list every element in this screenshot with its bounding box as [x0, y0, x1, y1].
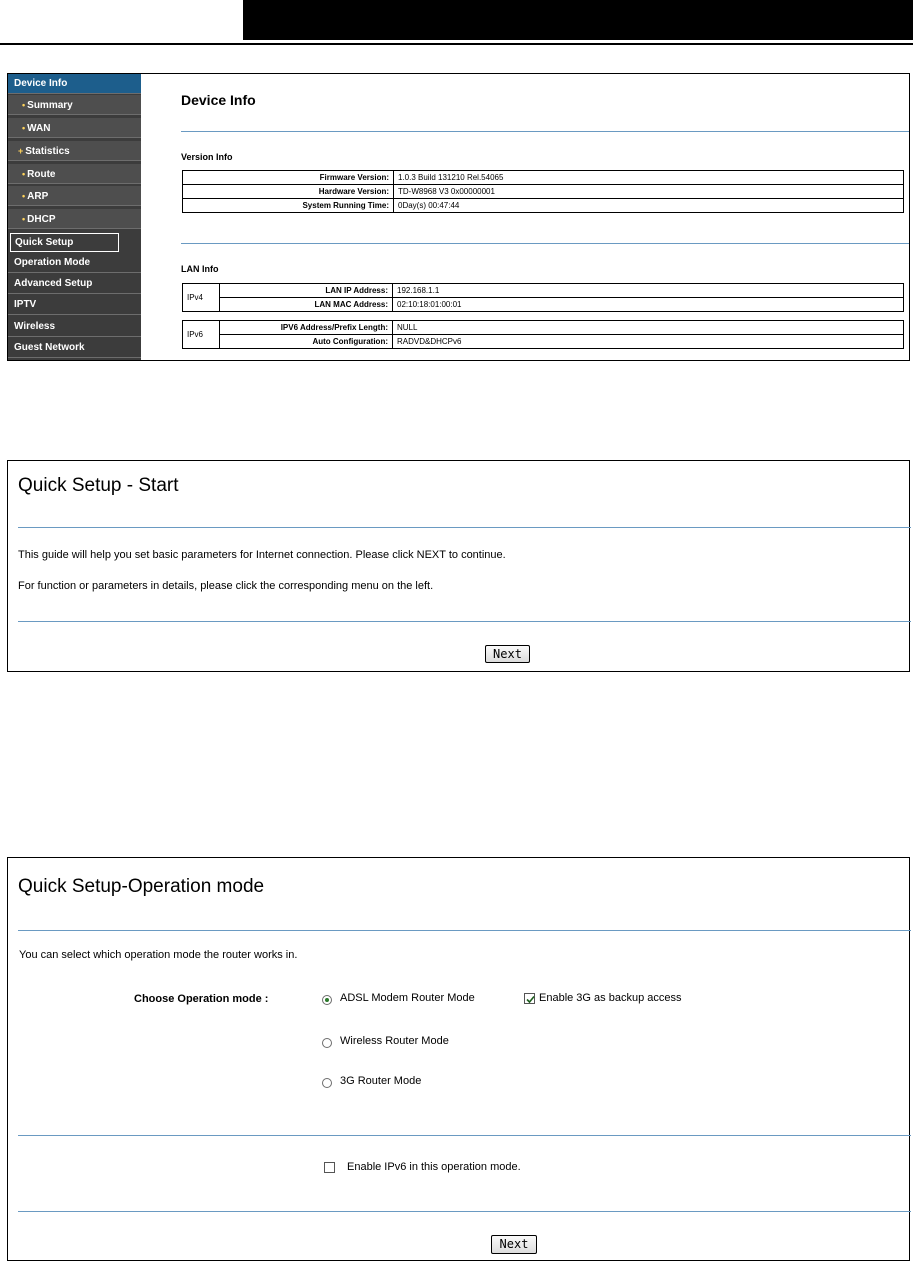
- device-info-screenshot: [7, 73, 910, 361]
- lan-mac-label: LAN MAC Address:: [220, 298, 393, 312]
- sidebar-item-device-info[interactable]: [8, 74, 141, 94]
- table-row: [183, 199, 904, 213]
- device-info-content: [141, 74, 909, 361]
- version-info-heading: Version Info: [181, 152, 233, 162]
- sidebar-item-wireless[interactable]: [8, 317, 141, 337]
- radio-dot-icon: [325, 998, 329, 1002]
- sidebar-item-label: Advanced Setup: [14, 278, 93, 289]
- divider: [18, 1211, 911, 1212]
- running-time-value: 0Day(s) 00:47:44: [394, 199, 904, 213]
- sidebar-item-label: Summary: [27, 100, 73, 111]
- lan-info-heading: LAN Info: [181, 264, 219, 274]
- sidebar-item-wan[interactable]: [8, 118, 141, 138]
- intro-text: You can select which operation mode the router works in.: [19, 949, 298, 961]
- ipv4-label: IPv4: [183, 284, 220, 312]
- divider: [18, 621, 911, 622]
- page-title: Quick Setup-Operation mode: [18, 876, 265, 897]
- sidebar-item-label: Quick Setup: [15, 237, 74, 248]
- sidebar-item-label: ARP: [27, 191, 49, 202]
- divider: [18, 930, 911, 931]
- lan-mac-value: 02:10:18:01:00:01: [393, 298, 904, 312]
- sidebar-item-summary[interactable]: [8, 95, 141, 115]
- table-row: [183, 335, 904, 349]
- adsl-mode-label: ADSL Modem Router Mode: [340, 992, 475, 1004]
- wireless-mode-label: Wireless Router Mode: [340, 1035, 449, 1047]
- sidebar-item-quick-setup[interactable]: [10, 233, 119, 252]
- sidebar-item-iptv[interactable]: [8, 295, 141, 315]
- sidebar-item-label: Device Info: [14, 78, 68, 89]
- choose-mode-label: Choose Operation mode :: [134, 993, 269, 1005]
- bullet-icon: •: [22, 214, 26, 224]
- ipv6-prefix-value: NULL: [393, 321, 904, 335]
- firmware-value: 1.0.3 Build 131210 Rel.54065: [394, 171, 904, 185]
- sidebar-item-statistics[interactable]: [8, 141, 141, 161]
- 3g-mode-label: 3G Router Mode: [340, 1075, 422, 1087]
- plus-icon: +: [18, 146, 24, 156]
- operation-mode-screenshot: [7, 857, 910, 1261]
- enable-ipv6-checkbox[interactable]: [324, 1162, 335, 1173]
- 3g-mode-radio[interactable]: [322, 1078, 332, 1088]
- sidebar-item-arp[interactable]: [8, 186, 141, 206]
- version-info-table: [182, 170, 904, 213]
- page-title: Device Info: [181, 92, 256, 108]
- sidebar-item-dhcp[interactable]: [8, 209, 141, 229]
- sidebar-item-label: WAN: [27, 123, 51, 134]
- sidebar-item-advanced-setup[interactable]: [8, 274, 141, 294]
- table-row: [183, 284, 904, 298]
- auto-config-value: RADVD&DHCPv6: [393, 335, 904, 349]
- table-row: [183, 321, 904, 335]
- intro-text: This guide will help you set basic parameters for Internet connection. Please click NEXT to continue.: [18, 549, 506, 561]
- next-button[interactable]: Next: [491, 1235, 537, 1254]
- checkmark-icon: [525, 994, 536, 1005]
- divider: [181, 243, 909, 244]
- sidebar-item-route[interactable]: [8, 164, 141, 184]
- divider: [18, 527, 911, 528]
- quick-setup-start-screenshot: [7, 460, 910, 672]
- sidebar-item-label: Guest Network: [14, 342, 85, 353]
- backup-3g-checkbox[interactable]: [524, 993, 535, 1004]
- adsl-mode-radio[interactable]: [322, 995, 332, 1005]
- help-text: For function or parameters in details, please click the corresponding menu on the left.: [18, 580, 434, 592]
- header-bar: [243, 0, 913, 40]
- ipv4-table: [182, 283, 904, 312]
- lan-ip-label: LAN IP Address:: [220, 284, 393, 298]
- auto-config-label: Auto Configuration:: [220, 335, 393, 349]
- page-title: Quick Setup - Start: [18, 475, 179, 496]
- sidebar-item-label: Wireless: [14, 321, 56, 332]
- table-row: [183, 185, 904, 199]
- sidebar-item-operation-mode[interactable]: [8, 253, 141, 273]
- lan-ip-value: 192.168.1.1: [393, 284, 904, 298]
- backup-3g-label: Enable 3G as backup access: [539, 992, 682, 1004]
- firmware-label: Firmware Version:: [183, 171, 394, 185]
- sidebar-item-label: Statistics: [25, 146, 70, 157]
- hardware-value: TD-W8968 V3 0x00000001: [394, 185, 904, 199]
- header-rule: [0, 43, 913, 45]
- divider: [18, 1135, 911, 1136]
- next-button[interactable]: Next: [485, 645, 530, 663]
- ipv6-prefix-label: IPV6 Address/Prefix Length:: [220, 321, 393, 335]
- sidebar-item-guest-network[interactable]: [8, 338, 141, 358]
- wireless-mode-radio[interactable]: [322, 1038, 332, 1048]
- bullet-icon: •: [22, 191, 26, 201]
- sidebar: [8, 74, 141, 361]
- sidebar-item-label: IPTV: [14, 299, 37, 310]
- sidebar-item-label: DHCP: [27, 214, 56, 225]
- bullet-icon: •: [22, 169, 26, 179]
- hardware-label: Hardware Version:: [183, 185, 394, 199]
- ipv6-label: IPv6: [183, 321, 220, 349]
- table-row: [183, 171, 904, 185]
- bullet-icon: •: [22, 123, 26, 133]
- sidebar-item-label: Route: [27, 169, 56, 180]
- divider: [181, 131, 909, 132]
- table-row: [183, 298, 904, 312]
- ipv6-table: [182, 320, 904, 349]
- running-time-label: System Running Time:: [183, 199, 394, 213]
- sidebar-item-label: Operation Mode: [14, 257, 91, 268]
- enable-ipv6-label: Enable IPv6 in this operation mode.: [347, 1161, 521, 1173]
- bullet-icon: •: [22, 100, 26, 110]
